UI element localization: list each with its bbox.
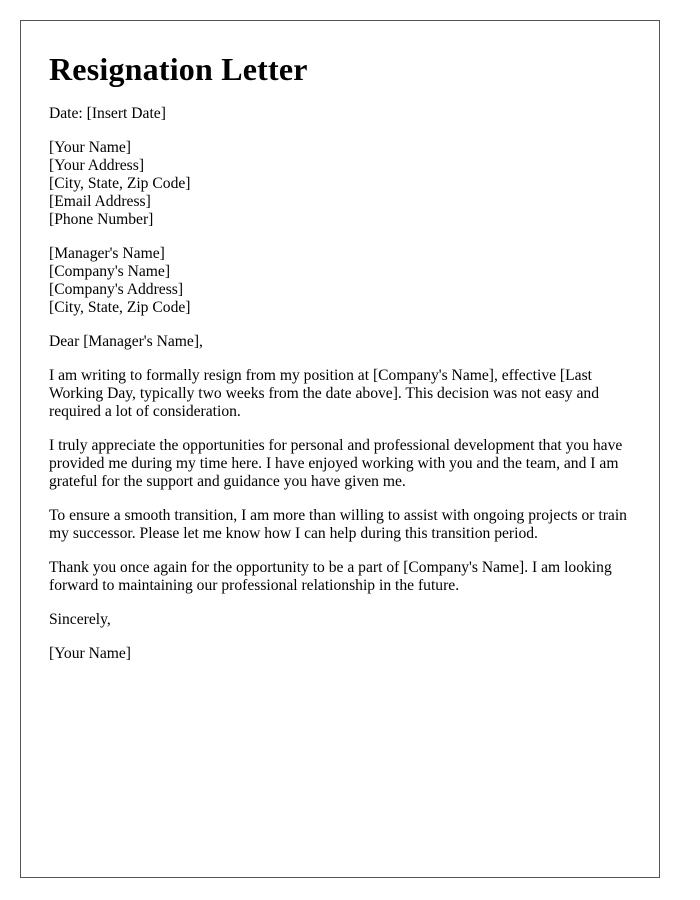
body-paragraph: Thank you once again for the opportunity to be a part of [Company's Name]. I am looking forward to maintaining our professional relationship in the future. — [49, 559, 612, 594]
body-paragraph: I am writing to formally resign from my position at [Company's Name], effective [Last Working Day, typically two weeks from the date above]. This decision was not easy and required a lot of consideration. — [49, 367, 600, 420]
letter-content — [49, 49, 637, 663]
sender-email: [Email Address] — [49, 193, 151, 210]
recipient-manager-name: [Manager's Name] — [49, 245, 165, 262]
recipient-city-state-zip: [City, State, Zip Code] — [49, 299, 191, 316]
closing: Sincerely, — [49, 611, 111, 628]
sender-city-state-zip: [City, State, Zip Code] — [49, 175, 191, 192]
date-line: Date: [Insert Date] — [49, 105, 166, 122]
letter-page — [20, 20, 660, 878]
salutation: Dear [Manager's Name], — [49, 333, 203, 350]
letter-title: Resignation Letter — [49, 51, 308, 87]
sender-address-block — [49, 139, 637, 229]
sender-address: [Your Address] — [49, 157, 145, 174]
sender-phone: [Phone Number] — [49, 211, 154, 228]
recipient-company-address: [Company's Address] — [49, 281, 184, 298]
recipient-company-name: [Company's Name] — [49, 263, 171, 280]
sender-name: [Your Name] — [49, 139, 132, 156]
body-paragraph: I truly appreciate the opportunities for personal and professional development that you have provided me during my time here. I have enjoyed working with you and the team, and I am grateful for the support and guidance you have given me. — [49, 437, 623, 490]
recipient-address-block — [49, 245, 637, 317]
signature: [Your Name] — [49, 645, 132, 662]
body-paragraph: To ensure a smooth transition, I am more than willing to assist with ongoing projects or train my successor. Please let me know how I can help during this transition period. — [49, 507, 627, 542]
